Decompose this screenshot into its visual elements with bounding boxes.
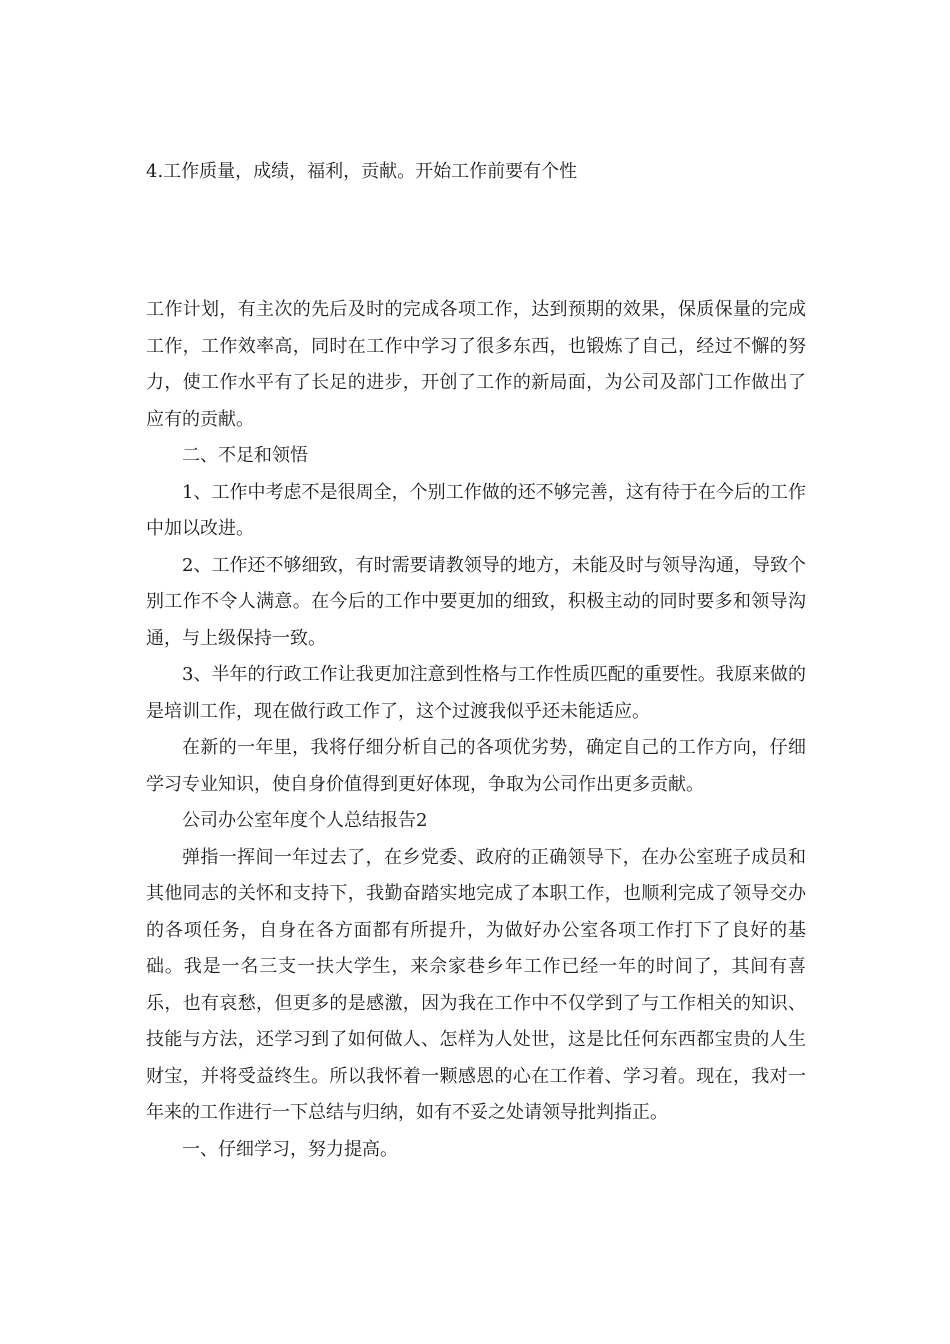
section-heading-shortcomings: 二、不足和领悟 [182, 445, 308, 466]
document-body [146, 292, 806, 1168]
paragraph-work-plan: 工作计划，有主次的先后及时的完成各项工作，达到预期的效果，保质保量的完成工作，工作效率高，同时在工作中学习了很多东西，也锻炼了自己，经过不懈的努力，使工作水平有了长足的进步，开创了工作的新局面，为公司及部门工作做出了应有的贡献。 [146, 299, 806, 430]
paragraph-year-review: 弹指一挥间一年过去了，在乡党委、政府的正确领导下，在办公室班子成员和其他同志的关怀和支持下，我勤奋踏实地完成了本职工作，也顺利完成了领导交办的各项任务，自身在各方面都有所提升，为做好办公室各项工作打下了良好的基础。我是一名三支一扶大学生，来佘家巷乡年工作已经一年的时间了，其间有喜乐，也有哀愁，但更多的是感激，因为我在工作中不仅学到了与工作相关的知识、技能与方法，还学习到了如何做人、怎样为人处世，这是比任何东西都宝贵的人生财宝，并将受益终生。所以我怀着一颗感恩的心在工作着、学习着。现在，我对一年来的工作进行一下总结与归纳，如有不妥之处请领导批判指正。 [146, 846, 806, 1123]
list-item-4: 4.工作质量，成绩，福利，贡献。开始工作前要有个性 [146, 161, 578, 182]
paragraph-point-1: 1、工作中考虑不是很周全，个别工作做的还不够完善，这有待于在今后的工作中加以改进。 [146, 481, 806, 539]
paragraph-new-year: 在新的一年里，我将仔细分析自己的各项优劣势，确定自己的工作方向，仔细学习专业知识，使自身价值得到更好体现，争取为公司作出更多贡献。 [146, 737, 806, 795]
section-heading-study: 一、仔细学习，努力提高。 [182, 1138, 398, 1160]
report-title-2: 公司办公室年度个人总结报告2 [182, 810, 428, 831]
paragraph-point-2: 2、工作还不够细致，有时需要请教领导的地方，未能及时与领导沟通，导致个别工作不令人满意。在今后的工作中要更加的细致，积极主动的同时要多和领导沟通，与上级保持一致。 [146, 554, 806, 649]
paragraph-point-3: 3、半年的行政工作让我更加注意到性格与工作性质匹配的重要性。我原来做的是培训工作，现在做行政工作了，这个过渡我似乎还未能适应。 [146, 664, 806, 722]
